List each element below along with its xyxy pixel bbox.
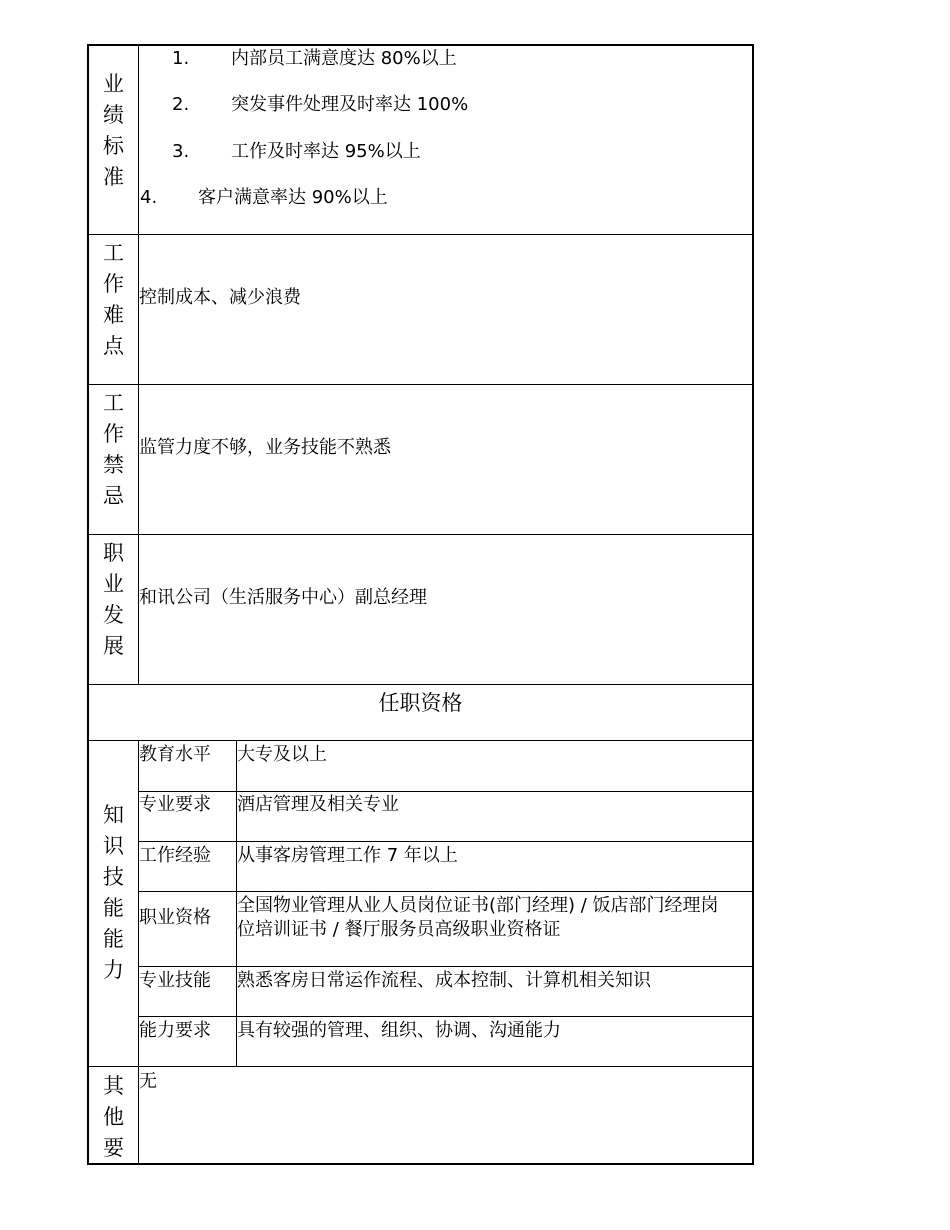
row-divider: [139, 966, 754, 967]
knowledge-key: 教育水平: [139, 744, 211, 765]
other-text: 无: [139, 1071, 157, 1092]
item-number: 3.: [172, 141, 190, 162]
performance-item: 突发事件处理及时率达 100%: [231, 94, 469, 115]
knowledge-value: 具有较强的管理、组织、协调、沟通能力: [237, 1020, 561, 1041]
table-border-top: [87, 44, 754, 46]
row-divider: [139, 1016, 754, 1017]
difficulty-text: 控制成本、减少浪费: [139, 287, 301, 308]
row-divider: [87, 1066, 754, 1067]
career-text: 和讯公司（生活服务中心）副总经理: [139, 587, 427, 608]
taboo-label: 工 作 禁 忌: [103, 391, 124, 508]
knowledge-key: 能力要求: [139, 1020, 211, 1041]
career-label: 职 业 发 展: [103, 541, 124, 658]
performance-item: 内部员工满意度达 80%以上: [231, 48, 457, 69]
knowledge-key: 工作经验: [139, 845, 211, 866]
row-divider: [139, 891, 754, 892]
table-border-bottom: [87, 1163, 754, 1165]
knowledge-key: 专业要求: [139, 794, 211, 815]
item-number: 2.: [172, 94, 190, 115]
row-divider: [87, 534, 754, 535]
item-number: 1.: [172, 48, 190, 69]
performance-label: 业 绩 标 准: [103, 72, 124, 189]
row-divider: [139, 841, 754, 842]
row-divider: [87, 740, 754, 741]
table-border-right: [752, 44, 754, 1165]
knowledge-key: 专业技能: [139, 970, 211, 991]
knowledge-value: 大专及以上: [237, 744, 327, 765]
row-divider: [87, 384, 754, 385]
performance-item: 客户满意率达 90%以上: [198, 187, 388, 208]
performance-item: 工作及时率达 95%以上: [231, 141, 421, 162]
row-divider: [139, 791, 754, 792]
item-number: 4.: [140, 187, 158, 208]
taboo-text: 监管力度不够，业务技能不熟悉: [139, 437, 391, 458]
knowledge-value: 全国物业管理从业人员岗位证书(部门经理) / 饭店部门经理岗: [237, 895, 719, 916]
row-divider: [87, 234, 754, 235]
knowledge-key: 职业资格: [139, 907, 211, 928]
knowledge-value: 酒店管理及相关专业: [237, 794, 399, 815]
difficulty-label: 工 作 难 点: [103, 241, 124, 358]
knowledge-value: 熟悉客房日常运作流程、成本控制、计算机相关知识: [237, 970, 651, 991]
other-label: 其 他 要: [103, 1074, 124, 1160]
knowledge-value-line2: 位培训证书 / 餐厅服务员高级职业资格证: [237, 919, 561, 940]
knowledge-label: 知 识 技 能 能 力: [103, 803, 124, 982]
qualification-header: 任职资格: [378, 691, 463, 715]
knowledge-value: 从事客房管理工作 7 年以上: [237, 845, 458, 866]
